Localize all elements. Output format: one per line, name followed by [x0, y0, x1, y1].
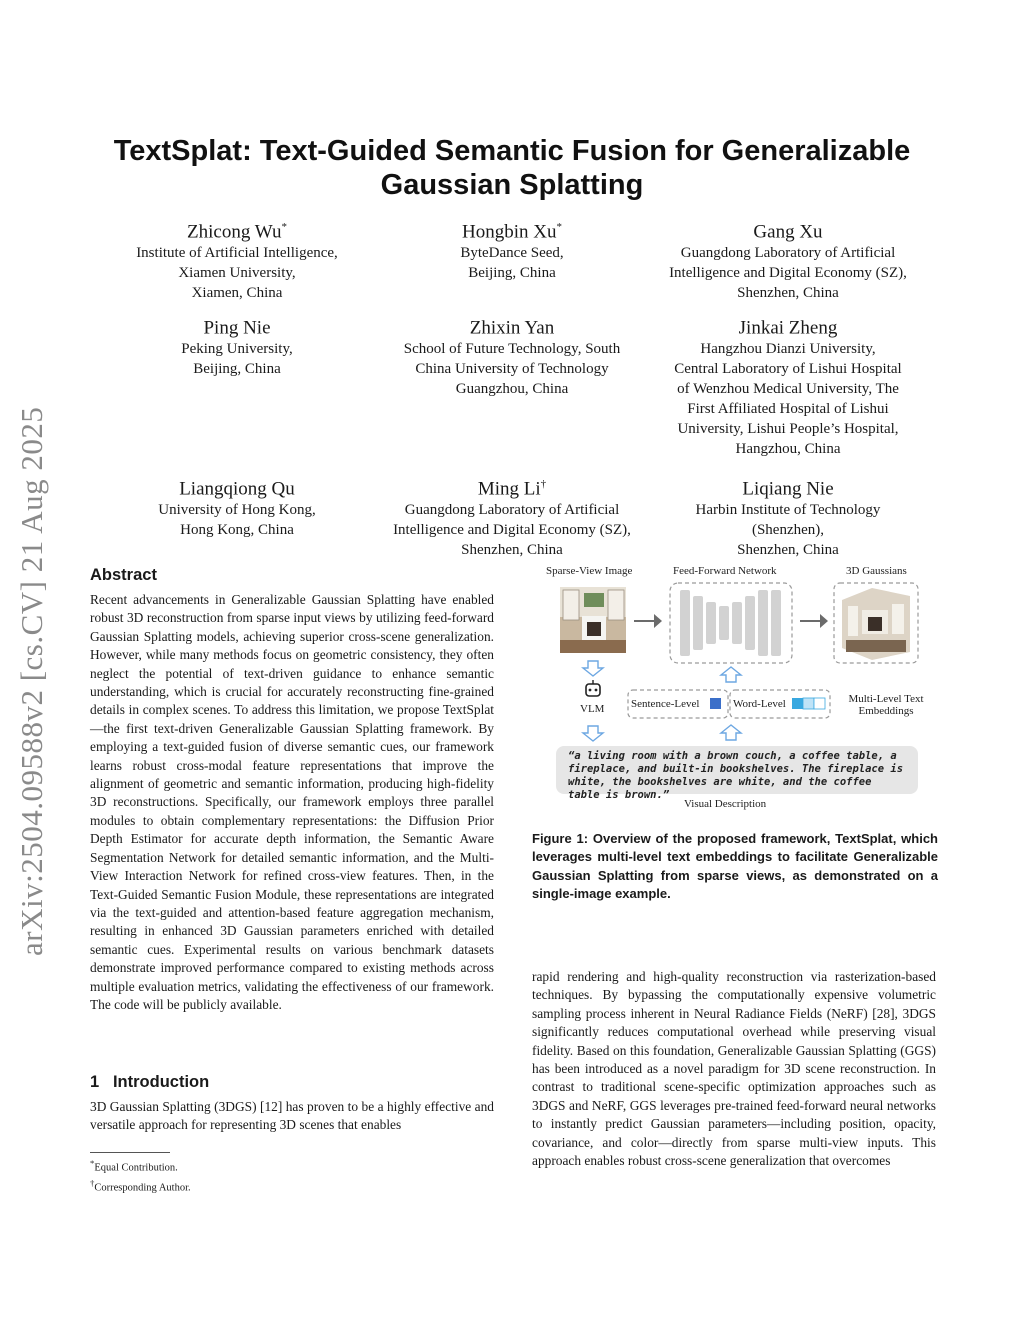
intro-section: [90, 1073, 494, 1135]
footnotes: [90, 1156, 494, 1195]
intro-text-left: 3D Gaussian Splatting (3DGS) [12] has proven to be a highly effective and versatile approach for representing 3D scenes that enables: [90, 1099, 494, 1133]
author-block: [372, 473, 652, 560]
author-affiliation: Institute of Artificial Intelligence, Xiamen University, Xiamen, China: [136, 245, 338, 302]
author-name: Liqiang Nie: [742, 478, 834, 500]
author-name: Ming Li†: [477, 478, 547, 500]
author-affiliation: Peking University, Beijing, China: [181, 341, 293, 378]
intro-text-right: rapid rendering and high-quality reconstruction via rasterization-based techniques. By bypassing the computationally expensive volumetric sampling process inherent in Neural Radiance Fields (NeRF) [28], 3DGS significantly reduces computational overhead while preserving visual fidelity. Based on this foundation, Generalizable Gaussian Splatting (GGS) has been introduced as a novel paradigm for 3D scene reconstruction. In contrast to traditional scene-specific optimization approaches such as 3DGS and NeRF, GGS leverages pre-trained feed-forward neural networks to instantly predict Gaussian parameters—including position, opacity, covariance, and color—directly from sparse multi-view inputs. This approach enables robust cross-scene generalization that overcomes: [532, 969, 936, 1169]
arrow-down-icon: [583, 726, 603, 741]
author-affiliation: Hangzhou Dianzi University, Central Laboratory of Lishui Hospital of Wenzhou Medical University, The First Affiliated Hospital of Lishui University, Lishui People’s Hospital, Hangzhou, China: [674, 341, 902, 458]
author-name: Gang Xu: [753, 221, 823, 243]
sentence-embedding-block: [710, 698, 721, 709]
title-line-2: Gaussian Splatting: [380, 169, 644, 201]
label-sparse-view: Sparse-View Image: [546, 565, 633, 577]
author-affiliation: Guangdong Laboratory of Artificial Intelligence and Digital Economy (SZ), Shenzhen, China: [669, 245, 907, 302]
author-name: Zhixin Yan: [469, 317, 555, 339]
label-vlm: VLM: [580, 703, 605, 715]
author-name: Jinkai Zheng: [738, 317, 838, 339]
abstract-text: Recent advancements in Generalizable Gaussian Splatting have enabled robust 3D reconstruction from sparse input views by utilizing feed-forward Gaussian Splatting models, achieving superior cross-scene generalization. However, while many methods focus on geometric consistency, they often neglect the potential of text-driven guidance to enhance semantic understanding, which is crucial for accurately reconstructing fine-grained details in complex scenes. To address this limitation, we propose TextSplat—the first text-driven Generalizable Gaussian Splatting framework. By employing a text-guided fusion of diverse semantic cues, our framework learns robust cross-modal feature representations that improve the alignment of geometric and semantic information, producing high-fidelity 3D reconstructions. Specifically, our framework employs three parallel modules to obtain complementary representations: the Diffusion Prior Depth Estimator for accurate depth information, the Semantic Aware Segmentation Network for detailed semantic information, and the Multi-View Interaction Network for refined cross-view features. Then, in the Text-Guided Semantic Fusion Module, these representations are integrated via the text-guided and attention-based feature aggregation mechanism, resulting in enhanced 3D Gaussian parameters enriched with detailed semantic cues. Experimental results on various benchmark datasets demonstrate improved performance compared to existing methods across multiple evaluation metrics, validating the effectiveness of our framework. The code will be publicly available.: [90, 592, 494, 1012]
arrow-up-icon: [721, 725, 741, 740]
author-block: [648, 216, 928, 303]
ffn-layers: [680, 590, 781, 656]
word-embedding-blocks: [792, 698, 825, 709]
intro-heading: 1 Introduction: [90, 1073, 210, 1091]
abstract-section: [90, 566, 494, 1014]
author-name: Zhicong Wu*: [187, 221, 287, 243]
label-feed-forward: Feed-Forward Network: [673, 565, 777, 577]
author-name: Hongbin Xu*: [462, 221, 562, 243]
figure-1: [532, 560, 938, 816]
arrow-down-icon: [583, 661, 603, 676]
footnote-corresponding: †Corresponding Author.: [90, 1177, 191, 1193]
author-block: [648, 473, 928, 560]
footnote-rule: [90, 1152, 170, 1153]
label-sentence-level: Sentence-Level: [631, 698, 700, 710]
robot-icon: [586, 680, 600, 696]
author-affiliation: School of Future Technology, South China University of Technology Guangzhou, China: [403, 341, 621, 398]
author-block: [648, 312, 928, 459]
paper-title: [100, 134, 924, 202]
author-block: [97, 473, 377, 540]
author-affiliation: Guangdong Laboratory of Artificial Intelligence and Digital Economy (SZ), Shenzhen, China: [393, 502, 631, 559]
author-block: [97, 312, 377, 379]
author-affiliation: ByteDance Seed, Beijing, China: [460, 245, 564, 282]
visual-description-quote: “a living room with a brown couch, a coffee table, a fireplace, and built-in bookshelves. The fireplace is white, the bookshelves are white, and the coffee table is brown.”: [568, 750, 904, 801]
author-block: [372, 216, 652, 283]
arrow-icon: [634, 614, 662, 628]
abstract-heading: Abstract: [90, 566, 157, 584]
author-name: Liangqiong Qu: [179, 478, 295, 500]
arrow-up-icon: [721, 667, 741, 682]
arxiv-identifier: arXiv:2504.09588v2 [cs.CV] 21 Aug 2025: [14, 406, 49, 956]
figure-caption: Figure 1: Overview of the proposed framework, TextSplat, which leverages multi-level text embeddings to facilitate Generalizable Gaussian Splatting from sparse views, as demonstrated on a single-image example.: [532, 831, 938, 902]
label-multi-level-text: Multi-Level Text Embeddings: [848, 693, 924, 717]
intro-continued: [532, 968, 936, 1170]
author-affiliation: Harbin Institute of Technology (Shenzhen), Shenzhen, China: [695, 502, 881, 559]
sparse-view-image: [560, 587, 626, 653]
footnote-equal: *Equal Contribution.: [90, 1158, 178, 1174]
author-affiliation: University of Hong Kong, Hong Kong, China: [158, 502, 316, 539]
label-visual-description: Visual Description: [684, 798, 767, 810]
author-name: Ping Nie: [203, 317, 271, 339]
title-line-1: TextSplat: Text-Guided Semantic Fusion for Generalizable: [113, 135, 911, 167]
label-word-level: Word-Level: [733, 698, 786, 710]
author-block: [97, 216, 377, 303]
arrow-icon: [800, 614, 828, 628]
gaussians-render: [842, 588, 910, 660]
author-block: [372, 312, 652, 399]
label-3d-gaussians: 3D Gaussians: [846, 565, 907, 577]
